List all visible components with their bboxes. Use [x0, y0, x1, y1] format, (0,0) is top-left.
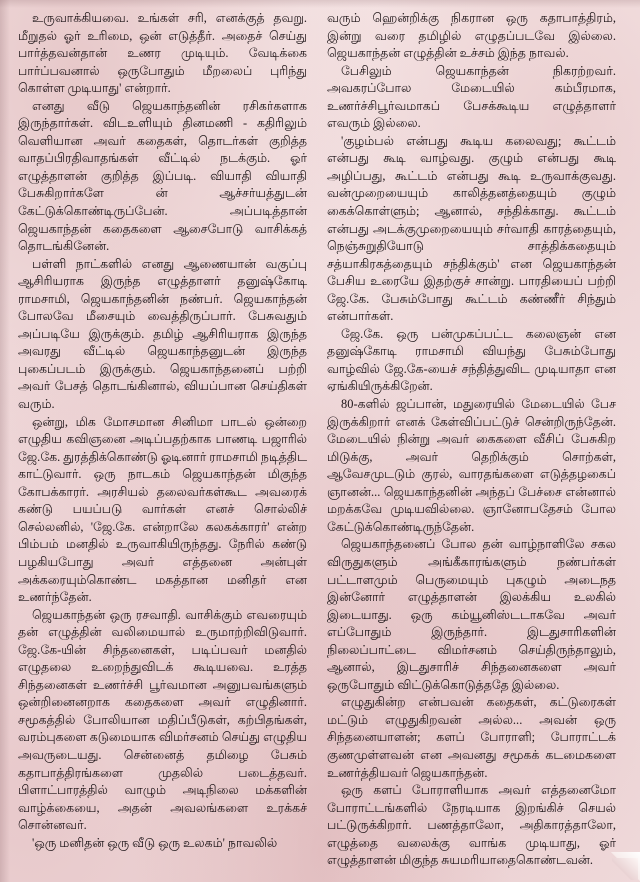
right-text-column [327, 10, 616, 870]
paragraph: 'ஒரு மனிதன் ஒரு வீடு ஒரு உலகம்' நாவலில் [32, 835, 278, 850]
paragraph: 'குழம்பல் என்பது கூடிய கலைவது; கூட்டம் என்பது கூடி வாழ்வது. குழும் என்பது கூடி அழிப்பது, கூட்டம் என்பது கூடி உருவாக்குவது. வன்முறையையும் காலித்தனத்தையும் குழும் கைக்கொள்ளும்; ஆனால், சந்திக்காது. கூட்டம் என்பது அடக்குமுறையையும் சர்வாதி காரத்தையும், நெஞ்சுறுதியோடு சாத்திக்கதையும் சத்யாகிரகத்தையும் சந்திக்கும்' என ஜெயகாந்தன் பேசிய உரையே இதற்குச் சான்று. பாரதியைப் பற்றி ஜே.கே. பேசும்போது கூட்டம் கண்ணீர் சிந்தும் என்பார்கள். [327, 133, 616, 324]
paragraph: ஜே.கே. ஒரு பன்முகப்பட்ட கலைஞன் என தனுஷ்கோடி ராமசாமி வியந்து பேசும்போது வாழ்வில் ஜே.கே-யைச் சந்தித்துவிட முடியாதா என ஏங்கியிருக்கிறேன். [327, 326, 616, 394]
left-text-column [18, 10, 307, 870]
paragraph: ஒரு களப் போராளியாக அவர் எத்தனைமோ போராட்டங்களில் நேரடியாக இறங்கிச் செயல் பட்டுருக்கிறார். பணத்தாலோ, அதிகாரத்தாலோ, எழுத்தை வலைக்கு வாங்க முடியாது, ஓர் எழுத்தாளன் மிகுந்த சுயமரியாதைகொண்டவன். [327, 783, 616, 868]
paragraph: ஜெயகாந்தனைப் போல தன் வாழ்நாளிலே சகல விருதுகளும் அங்கீகாரங்களும் நண்பர்கள் பட்டாளமும் பெருமையும் புகழும் அடைநத இன்னோர் எழுத்தாளன் இலக்கிய உலகில் இடையாது. ஒரு கம்யூனிஸ்டடாகவே அவர் எப்போதும் இருந்தார். இடதுசாரிகளின் நிலைப்பாட்டை விமர்சனம் செய்திருந்தாலும், ஆனால், இடதுசாரிச் சிந்தனைகளை அவர் ஒருபோதும் விட்டுக்கொடுத்ததே இல்லை. [327, 537, 616, 692]
two-column-layout [18, 10, 624, 870]
paragraph: பள்ளி நாட்களில் எனது ஆணையான் வகுப்பு ஆசிரியராக இருந்த எழுத்தாளர் தனுஷ்கோடி ராமசாமி, ஜெயகாந்தனின் நண்பர். ஜெயகாந்தன் போலவே மீசையும் வைத்திருப்பார். பேசுவதும் அப்படியே இருக்கும். தமிழ் ஆசிரியராக இருந்த அவரது வீட்டில் ஜெயகாந்தனுடன் இருந்த புகைப்படம் இருக்கும். ஜெயகாந்தனைப் பற்றி அவர் பேசத் தொடங்கினால், வியப்பான செய்திகள் வரும். [18, 256, 307, 412]
paragraph: ஒன்று, மிக மோசமான சினிமா பாடல் ஒன்றை எழுதிய கவிஞனை அடிப்பதற்காக பாணடி பஜாரில் ஜே.கே. துரத்திக்கொண்டு ஓடினார் ராமசாமி நடித்திட காட்டுவார். ஒரு நாடகம் ஜெயகாந்தன் மிகுந்த கோபக்காரர். அரசியல் தலைவர்கள்கூட அவரைக் கண்டு பயப்படு வார்கள் எனச் சொல்லிச் செல்லனில், 'ஜே.கே. என்றாலே கலகக்காரர்' என்ற பிம்பம் மனதில் உருவாகியிருந்தது. நேரில் கண்டு பழகியபோது அவர் எத்தனை அன்புள் அக்கரையும்கொண்ட மகத்தான மனிதர் என உணர்ந்தேன். [18, 414, 307, 605]
paragraph: எழுதுகின்ற என்பவன் கதைகள், கட்டுரைகள் மட்டும் எழுதுகிறவன் அல்ல... அவன் ஒரு சிந்தனையாளன்; களப் போராளி; போராட்டக் குணமுள்ளவன் என அவனது சமூகக் கடமைகளை உணர்த்தியவர் ஜெயகாந்தன். [327, 695, 616, 780]
paragraph: எனது வீடு ஜெயகாந்தனின் ரசிகர்களாக இருந்தார்கள். விடஉளியும் தினமணி - கதிரிலும் வெளியான அவர் கதைகள், தொடர்கள் குறித்த வாதப்பிரதிவாதங்கள் வீட்டில் நடக்கும். ஓர் எழுத்தாளன் குறித்த இப்படி. வியாதி வியாதி பேசுகிறார்களே ன் ஆச்சர்யத்துடன் கேட்டுக்கொண்டிருப்பேன். அப்படித்தான் ஜெயகாந்தன் கதைகளை ஆசைபோடு வாசிக்கத் தொடங்கினேன். [18, 98, 307, 254]
paragraph: 80-களில் ஜப்பான், மதுரையில் மேடையில் பேச இருக்கிறார் எனக் கேள்விப்பட்டுச் சென்றிருந்தேன். மேடையில் நின்று அவர் கைகளை வீசிப் பேசுகிற மிடுக்கு, அவர் தெறிக்கும் சொற்கள், ஆவேசமுடடும் குரல், வாரதங்களை எடுத்தழகைப் ஞானன்... ஜெயகாந்தனின் அந்தப் பேச்சை என்னால் மறக்கவே முடியவில்லை. ஞானோபதேசம் போல கேட்டுக்கொண்டிருந்தேன். [327, 397, 616, 534]
page-edge-shadow-left [0, 0, 10, 882]
paragraph: வரும் ஹென்றிக்கு நிகரான ஒரு கதாபாத்திரம், இன்று வரை தமிழில் எழுதப்படவே இல்லை. ஜெயகாந்தன் எழுத்தின் உச்சம் இந்த நாவல். [327, 11, 616, 61]
paragraph: பேசிலும் ஜெயகாந்தன் நிகரற்றவர். அவகரப்போல மேடையில் கம்பீரமாக, உணர்ச்சிபூர்வமாகப் பேசக்கூடிய எழுத்தாளர் எவரும் இல்லை. [327, 63, 616, 131]
paragraph: ஜெயகாந்தன் ஒரு ரசவாதி. வாசிக்கும் எவரையும் தன் எழுத்தின் வலிமையால் உருமாற்றிவிடுவார். ஜே.கே-யின் சிந்தனைகள், படிப்பவர் மனதில் எழுதலை உறைந்துவிடக் கூடியவை. உரத்த சிந்தனைகள் உணர்ச்சி பூர்வமான அனுபவங்களும் ஒன்றினைனறாக கதைகளை அவர் எழுதினார். சமூகத்தில் போலியான மதிப்பீடுகள், கற்பிதங்கள், வரம்புகளை கடுமையாக விமர்சனம் செய்து எழுதிய அவருடையது. சென்னைத் தமிழை பேசும் கதாபாத்திரங்களை முதலில் படைத்தவர். பிளாட்பாரத்தில் வாழும் அடிநிலை மக்களின் வாழ்க்கையை, அதன் அவலங்களை உரக்கச் சொன்னவர். [18, 607, 307, 833]
page-edge-shadow-top [0, 0, 640, 8]
paragraph: உருவாக்கியவை. உங்கள் சரி, எனக்குத் தவறு. மீறுதல் ஓர் உரிமை, ஒன் எடுத்தீர். அதைச் செய்து பார்த்தவன்தான் உணர முடியும். வேடிக்கை பார்ப்பவனால் ஒருபோதும் மீறலைப் புரிந்து கொள்ள முடியாது' என்றார். [18, 11, 307, 96]
